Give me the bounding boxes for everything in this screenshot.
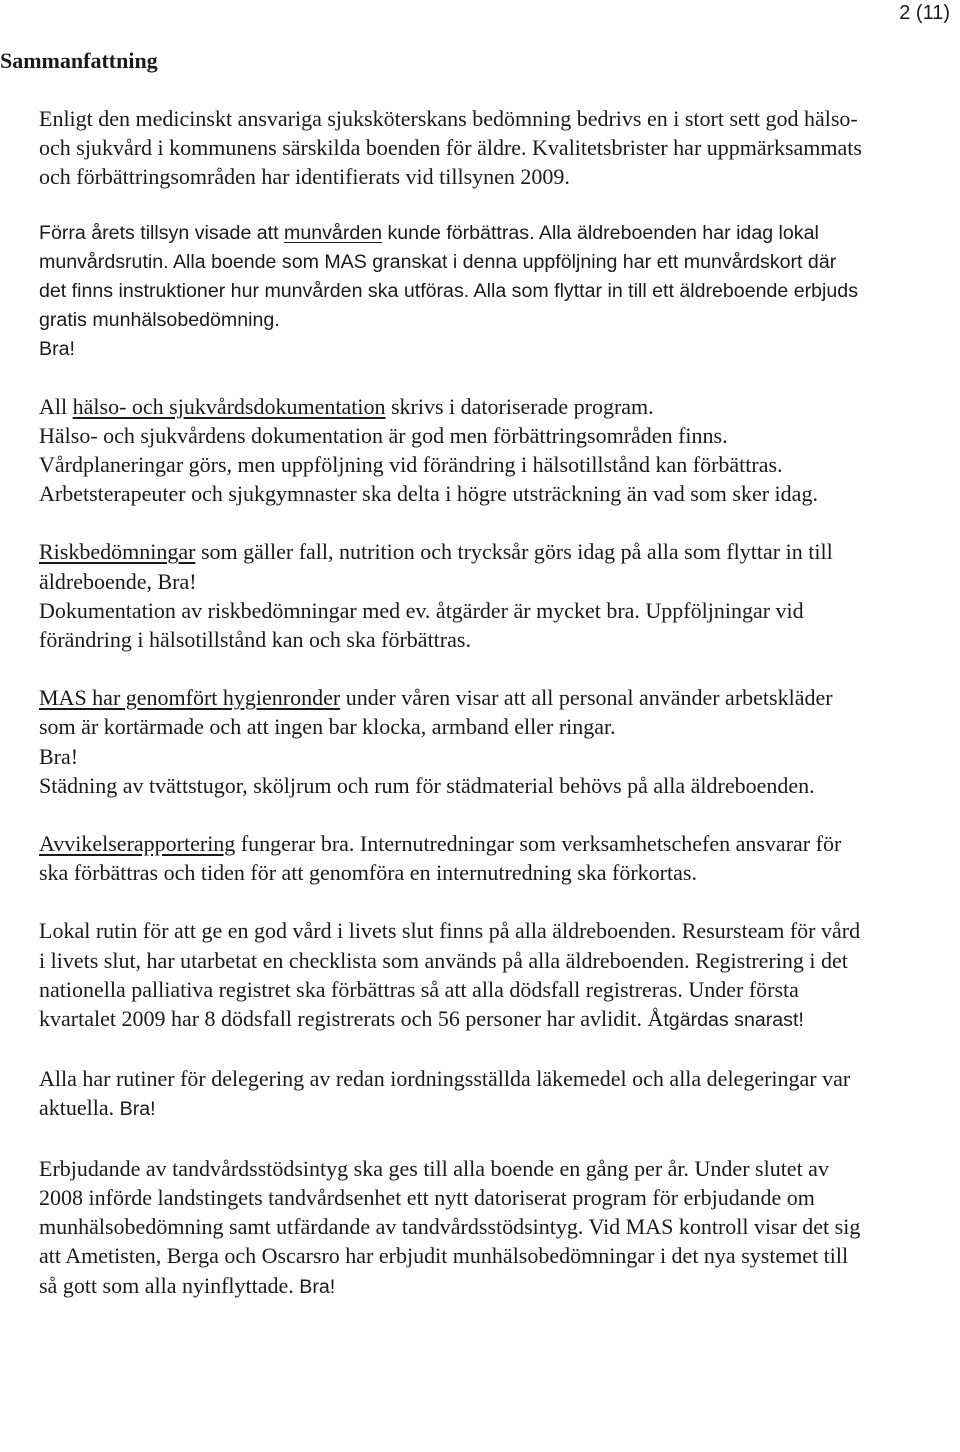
paragraph-livets-slut: [39, 916, 865, 1035]
text: tgärdas snarast!: [663, 1009, 804, 1032]
link-avvikelserapportering[interactable]: Avvikelserapportering: [39, 831, 236, 857]
text: Bra!: [39, 338, 75, 361]
page-title: Sammanfattning: [0, 48, 158, 73]
paragraph-hygien: [39, 683, 865, 800]
text: kunde förbättras. Alla äldreboenden har idag lokal munvårdsrutin. Alla boende som MAS granskat i denna uppföljning har ett munvårdskort där det finns instruktioner hur munvården ska utföras. Alla som flyttar in till ett äldreboende erbjuds gratis munhälsobedömning.: [39, 221, 859, 332]
link-munvarden[interactable]: munvården: [284, 221, 383, 244]
paragraph-riskbedomning: [39, 537, 865, 654]
text: Hälso- och sjukvårdens dokumentation är god men förbättringsområden finns.: [39, 422, 728, 448]
link-dokumentation[interactable]: hälso- och sjukvårdsdokumentation: [72, 393, 386, 419]
link-hygienronder[interactable]: MAS har genomfört hygienronder: [39, 685, 341, 711]
text: All: [39, 393, 73, 419]
page-number: 2 (11): [899, 2, 950, 24]
text: Bra!: [299, 1275, 336, 1298]
text: under våren visar att all personal använder arbetskläder som är kortärmade och att ingen bar klocka, armband eller ringar.: [39, 685, 833, 740]
text: Alla har rutiner för delegering av redan iordningsställda läkemedel och alla delegeringar var aktuella.: [39, 1066, 851, 1121]
document-body: [39, 104, 865, 1302]
text: fungerar bra. Internutredningar som verksamhetschefen ansvarar för ska förbättras och tiden för att genomföra en internutredning ska förkortas.: [39, 831, 842, 886]
text: Bra!: [39, 743, 79, 769]
text: skrivs i datoriserade program.: [385, 393, 654, 419]
paragraph-avvikelse: [39, 829, 865, 887]
paragraph-munvard: [39, 219, 865, 365]
text: Erbjudande av tandvårdsstödsintyg ska ges till alla boende en gång per år. Under slutet av 2008 införde landstingets tandvårdsenhet ett nytt datoriserat program för erbjudande om munhälsobedömning samt utfärdande av tandvårdsstödsintyg. Vid MAS kontroll visar det sig att Ametisten, Berga och Oscarsro har erbjudit munhälsobedömningar i det nya systemet till så gott som alla nyinflyttade.: [39, 1155, 861, 1298]
text: Städning av tvättstugor, sköljrum och rum för städmaterial behövs på alla äldreboenden.: [39, 772, 815, 798]
paragraph-summary: Enligt den medicinskt ansvariga sjuksköterskans bedömning bedrivs en i stort sett god hälso- och sjukvård i kommunens särskilda boenden för äldre. Kvalitetsbrister har uppmärksammats och förbättringsområden har identifierats vid tillsynen 2009.: [39, 106, 862, 190]
text: Bra!: [119, 1098, 156, 1121]
text: Lokal rutin för att ge en god vård i livets slut finns på alla äldreboenden. Resursteam för vård i livets slut, har utarbetat en checklista som används på alla äldreboenden. Registrering i det nationella palliativa registret ska förbättras så att alla dödsfall registreras. Under första kvartalet 2009 har 8 dödsfall registrerats och 56 personer har avlidit. Å: [39, 918, 861, 1032]
paragraph-delegering: [39, 1064, 865, 1124]
text: Vårdplaneringar görs, men uppföljning vid förändring i hälsotillstånd kan förbättras. Arbetsterapeuter och sjukgymnaster ska delta i högre utsträckning än vad som sker idag.: [39, 452, 818, 507]
text: som gäller fall, nutrition och trycksår görs idag på alla som flyttar in till äldreboende, Bra!: [39, 539, 833, 594]
paragraph-tandvard: [39, 1154, 865, 1302]
text: Förra årets tillsyn visade att: [39, 221, 285, 244]
paragraph-dokumentation: [39, 392, 865, 509]
text: Dokumentation av riskbedömningar med ev. åtgärder är mycket bra. Uppföljningar vid förändring i hälsotillstånd kan och ska förbättras.: [39, 597, 804, 653]
link-riskbedomningar[interactable]: Riskbedömningar: [39, 539, 196, 565]
